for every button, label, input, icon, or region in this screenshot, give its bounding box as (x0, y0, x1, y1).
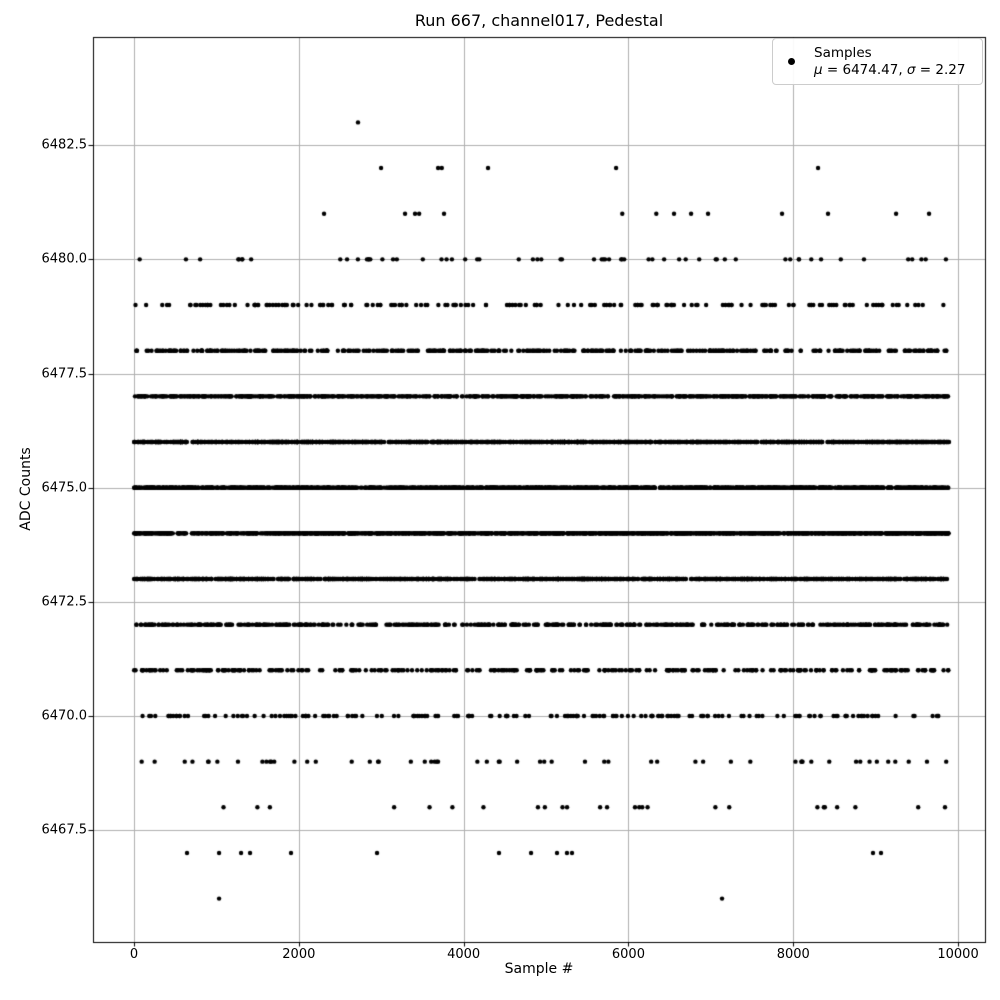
x-tick-label: 8000 (776, 947, 810, 962)
mu-symbol: μ (814, 61, 823, 78)
x-axis-label: Sample # (504, 961, 574, 977)
y-tick-label: 6477.5 (41, 366, 87, 382)
mu-value: = 6474.47, (822, 61, 907, 78)
y-axis-label: ADC Counts (18, 447, 34, 531)
y-tick-label: 6482.5 (41, 137, 87, 153)
legend-label: Samples (814, 44, 872, 61)
sigma-symbol: σ (906, 61, 916, 78)
y-tick-label: 6480.0 (41, 251, 87, 267)
legend-stats (814, 62, 965, 79)
sigma-value: = 2.27 (915, 61, 966, 78)
y-tick-label: 6472.5 (41, 594, 87, 610)
legend-sample-marker-icon (788, 58, 795, 65)
x-tick-label: 10000 (937, 947, 979, 962)
x-tick-label: 2000 (282, 947, 316, 962)
x-tick-label: 0 (129, 947, 139, 962)
legend-text (814, 45, 965, 79)
x-tick-label: 6000 (611, 947, 645, 962)
x-tick-label: 4000 (447, 947, 481, 962)
legend (772, 38, 983, 85)
y-tick-label: 6470.0 (41, 708, 87, 724)
y-tick-label: 6467.5 (41, 822, 87, 838)
chart-title: Run 667, channel017, Pedestal (414, 11, 664, 30)
y-tick-label: 6475.0 (41, 480, 87, 496)
